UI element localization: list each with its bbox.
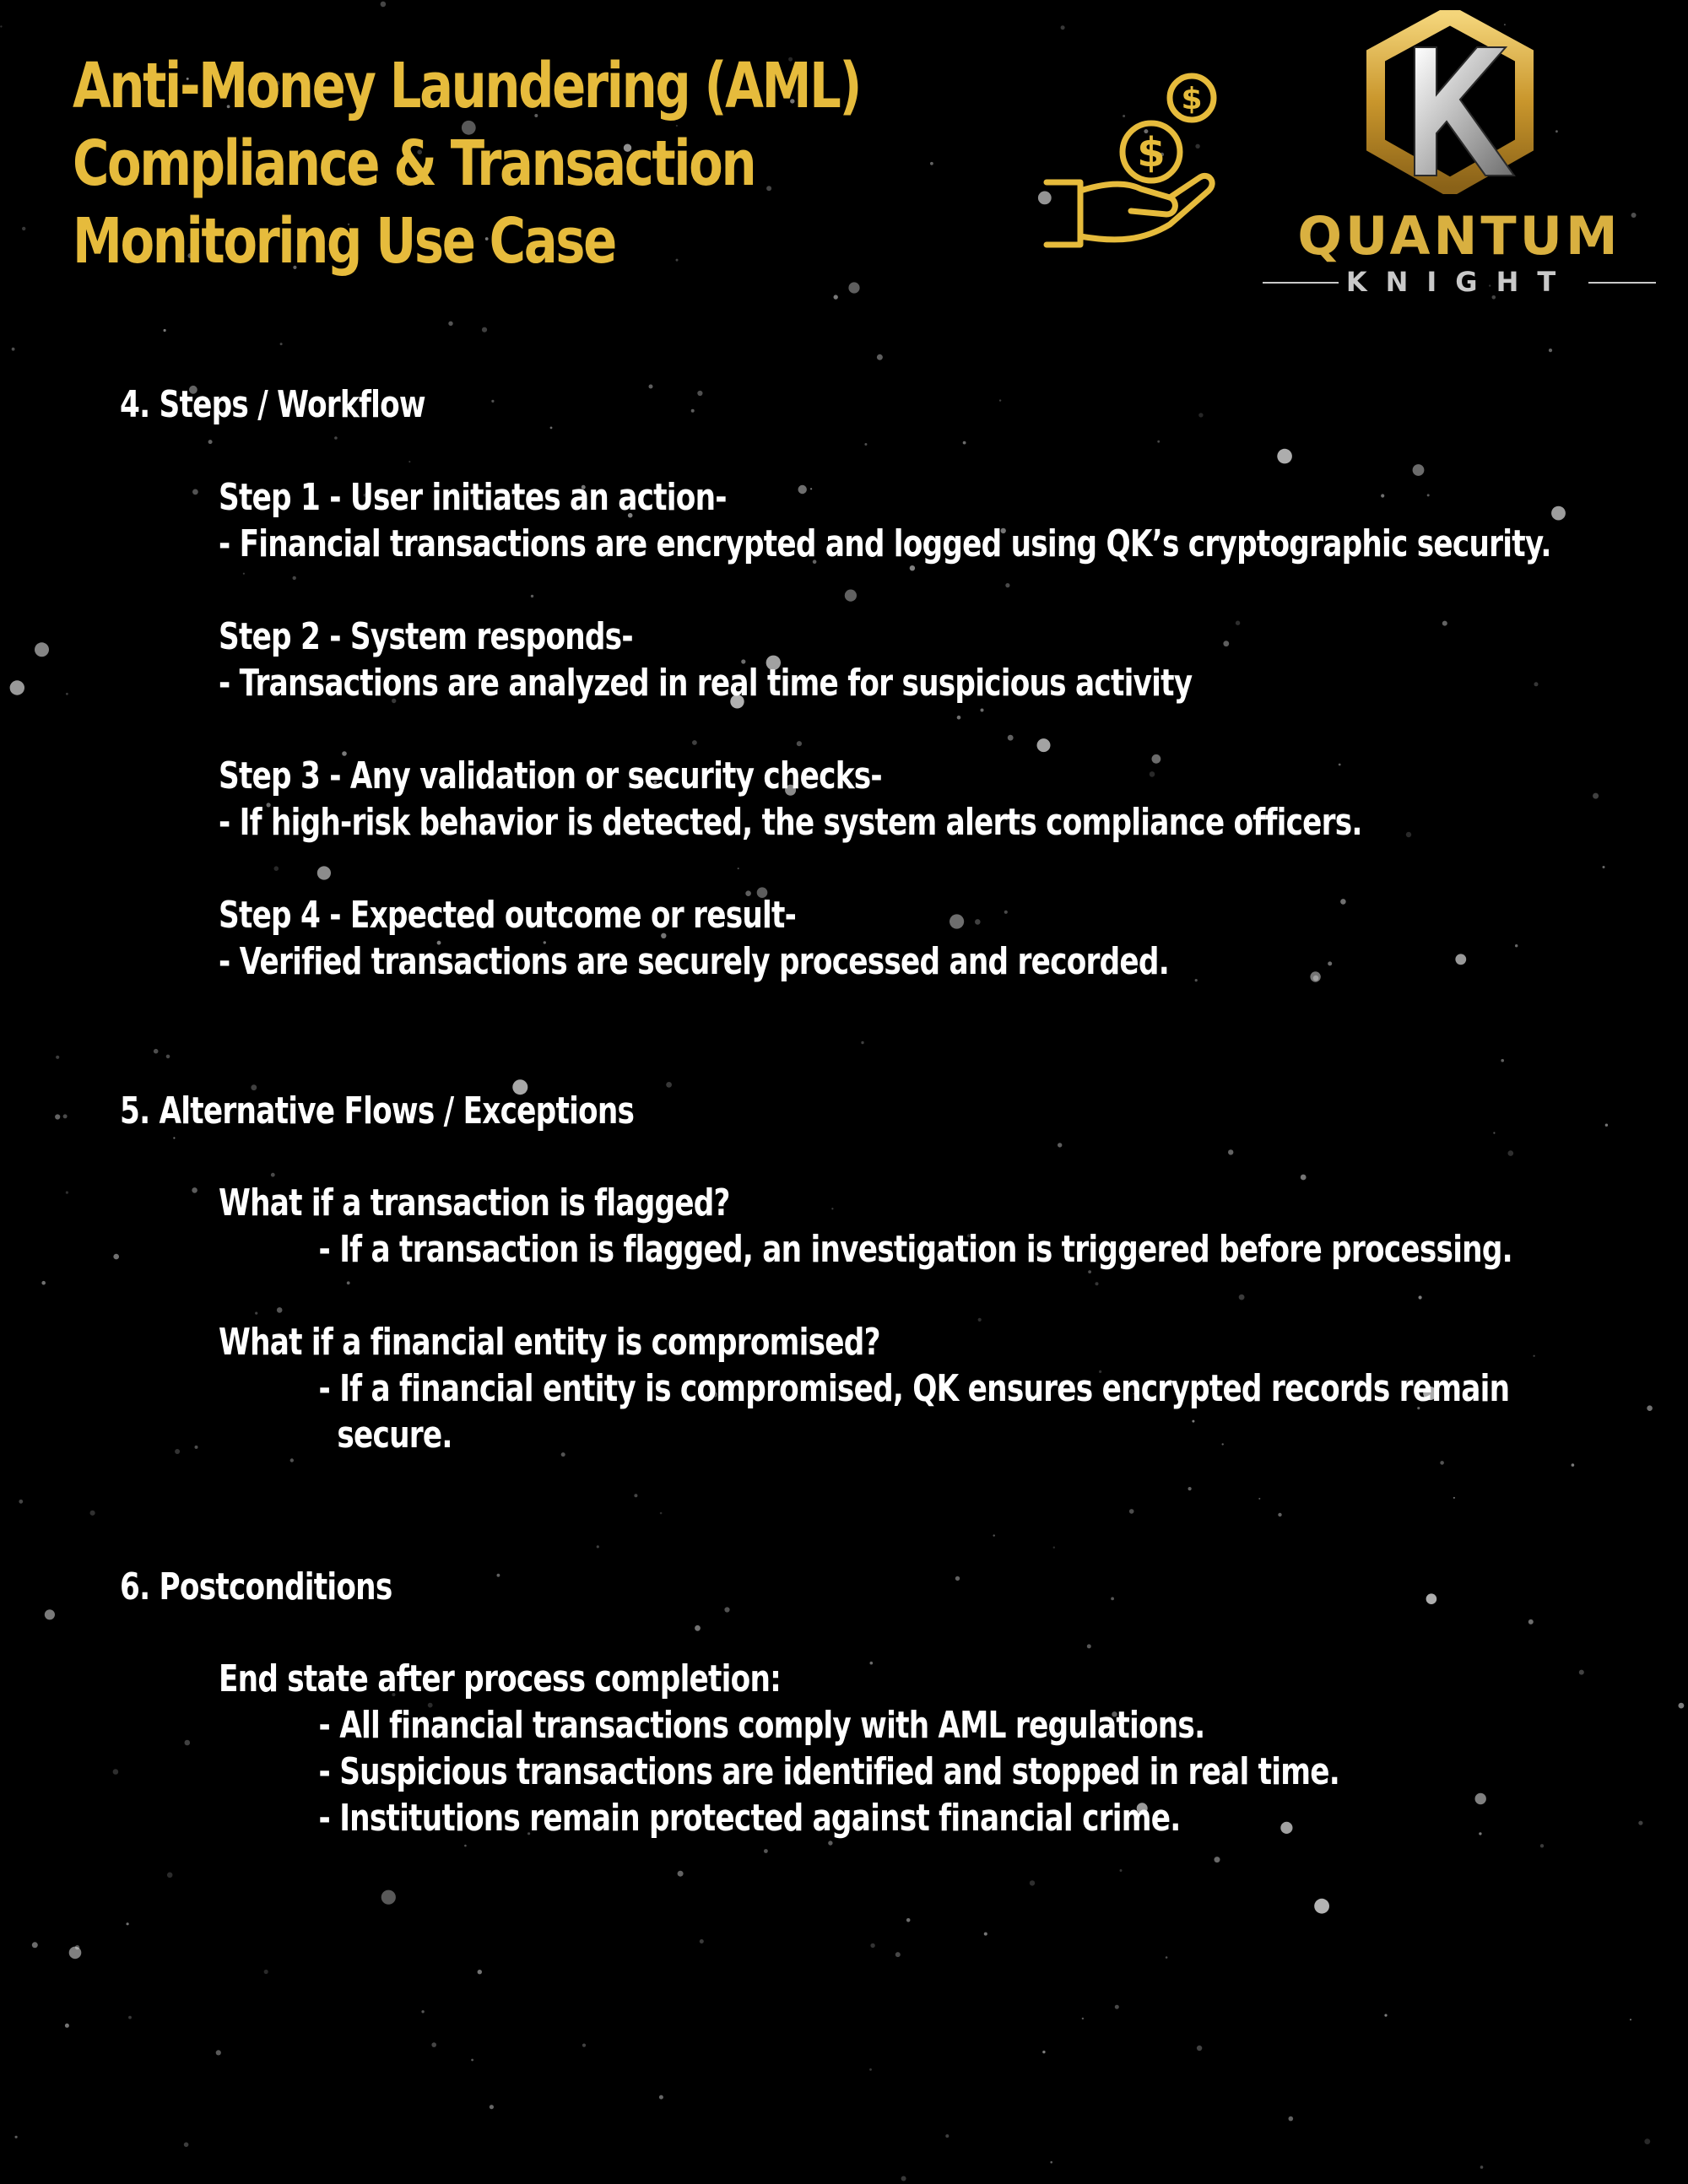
star-dot (1166, 1956, 1168, 1959)
star-dot (1195, 979, 1198, 981)
postconditions-label: End state after process completion: (219, 1657, 782, 1700)
star-dot (1426, 1593, 1437, 1604)
alt-flow-2-question: What if a financial entity is compromised? (219, 1321, 880, 1364)
star-dot (35, 642, 49, 657)
star-dot (895, 1952, 901, 1957)
star-dot (1037, 738, 1051, 752)
star-dot (175, 1449, 180, 1454)
star-dot (1150, 771, 1155, 777)
step-2-title: Step 2 - System responds- (219, 615, 633, 658)
star-dot (1381, 494, 1384, 497)
star-dot (185, 1740, 191, 1746)
star-dot (1528, 1619, 1534, 1624)
star-dot (1442, 621, 1447, 626)
star-dot (1579, 1670, 1584, 1675)
star-dot (1551, 506, 1566, 521)
star-dot (1197, 2046, 1202, 2051)
star-dot (166, 1055, 170, 1059)
star-dot (1278, 1513, 1281, 1516)
star-dot (1328, 961, 1332, 965)
step-2-detail: - Transactions are analyzed in real time for suspicious activity (219, 662, 1193, 705)
star-dot (56, 1056, 59, 1059)
star-dot (32, 1942, 38, 1948)
star-dot (828, 1841, 832, 1845)
star-dot (930, 162, 933, 165)
star-dot (65, 2024, 69, 2028)
star-dot (666, 1082, 672, 1088)
step-3-detail: - If high-risk behavior is detected, the system alerts compliance officers. (219, 801, 1362, 844)
star-dot (561, 1452, 565, 1457)
star-dot (1222, 1443, 1224, 1445)
star-dot (113, 1769, 119, 1775)
star-dot (993, 1534, 995, 1536)
star-dot (831, 1208, 833, 1209)
star-dot (1236, 621, 1240, 625)
star-dot (957, 716, 961, 720)
star-dot (15, 2136, 18, 2138)
star-dot (724, 1607, 729, 1612)
star-dot (1061, 25, 1065, 30)
star-dot (192, 489, 198, 495)
star-dot (274, 866, 279, 871)
star-dot (208, 440, 213, 444)
star-dot (66, 1192, 68, 1194)
section-heading-steps: 4. Steps / Workflow (120, 383, 425, 426)
star-dot (1192, 1420, 1194, 1423)
alt-flow-1-question: What if a transaction is flagged? (219, 1181, 730, 1224)
star-dot (1534, 1355, 1535, 1357)
star-dot (1630, 2019, 1631, 2020)
star-dot (195, 1446, 198, 1449)
star-dot (697, 391, 702, 396)
star-dot (869, 2068, 872, 2071)
star-dot (63, 1114, 68, 1118)
star-dot (482, 327, 487, 332)
star-dot (1572, 1463, 1575, 1467)
alt-flow-2-answer: - If a financial entity is compromised, QK ensures encrypted records remain (318, 1367, 1510, 1410)
postcondition-item: - Institutions remain protected against financial crime. (318, 1797, 1181, 1840)
section-heading-alternatives: 5. Alternative Flows / Exceptions (120, 1089, 635, 1133)
star-dot (764, 1849, 768, 1853)
title-line-1: Anti-Money Laundering (AML) (73, 50, 861, 122)
star-dot (981, 709, 984, 712)
star-dot (69, 1947, 82, 1960)
svg-text:$: $ (1181, 82, 1203, 116)
star-dot (660, 1512, 663, 1515)
star-dot (164, 329, 166, 332)
star-dot (478, 1970, 482, 1974)
star-dot (22, 227, 25, 230)
star-dot (634, 1494, 637, 1497)
star-dot (271, 1173, 275, 1177)
star-dot (421, 2010, 424, 2013)
step-1-title: Step 1 - User initiates an action- (219, 476, 727, 519)
star-dot (678, 1871, 684, 1877)
star-dot (1455, 954, 1466, 965)
star-dot (41, 1281, 46, 1285)
star-dot (173, 1137, 175, 1138)
step-1-detail: - Financial transactions are encrypted and logged using QK’s cryptographic security. (219, 522, 1551, 565)
star-dot (1501, 1059, 1504, 1062)
star-dot (798, 485, 807, 494)
alt-flow-1-answer: - If a transaction is flagged, an investigation is triggered before processing. (318, 1228, 1512, 1271)
star-dot (1289, 2116, 1294, 2122)
star-dot (45, 1609, 55, 1619)
section-heading-postconditions: 6. Postconditions (120, 1565, 392, 1608)
star-dot (1549, 349, 1552, 352)
star-dot (1340, 899, 1346, 905)
star-dot (810, 488, 812, 489)
star-dot (1508, 1150, 1514, 1156)
star-dot (347, 1281, 350, 1284)
star-dot (127, 1922, 129, 1925)
star-dot (1120, 1869, 1123, 1872)
star-dot (1679, 1703, 1685, 1709)
star-dot (381, 1890, 396, 1905)
star-dot (491, 400, 494, 403)
star-dot (906, 1918, 911, 1922)
star-dot (659, 2095, 663, 2100)
star-dot (975, 919, 981, 925)
logo-subtitle-text: KNIGHT (1345, 266, 1575, 298)
star-dot (1096, 1282, 1099, 1285)
star-dot (978, 1318, 982, 1322)
star-dot (597, 1545, 599, 1548)
star-dot (845, 590, 857, 602)
star-dot (864, 443, 867, 446)
star-dot (649, 385, 653, 389)
star-dot (695, 1625, 701, 1631)
star-dot (264, 1970, 268, 1974)
star-dot (1419, 1295, 1422, 1299)
star-dot (738, 868, 739, 869)
star-dot (1198, 413, 1203, 417)
star-dot (1008, 735, 1014, 741)
star-dot (1053, 1547, 1055, 1549)
title-line-3: Monitoring Use Case (73, 205, 615, 278)
star-dot (1453, 1497, 1455, 1499)
star-dot (334, 436, 338, 440)
star-dot (861, 1041, 863, 1044)
star-dot (293, 576, 296, 580)
star-dot (431, 2042, 436, 2047)
star-dot (317, 866, 331, 879)
star-dot (1215, 1857, 1220, 1862)
star-dot (1440, 1461, 1444, 1465)
step-4-detail: - Verified transactions are securely processed and recorded. (219, 940, 1169, 983)
star-dot (12, 348, 15, 351)
star-dot (1644, 2138, 1650, 2144)
star-dot (90, 1511, 95, 1516)
star-dot (1480, 2165, 1484, 2169)
star-dot (1413, 464, 1425, 476)
star-dot (1310, 971, 1320, 981)
star-dot (1339, 764, 1341, 766)
step-4-title: Step 4 - Expected outcome or result- (219, 894, 797, 937)
star-dot (167, 1873, 173, 1879)
star-dot (1004, 911, 1008, 914)
star-dot (1228, 1149, 1233, 1154)
star-dot (19, 1500, 23, 1504)
star-dot (490, 2105, 494, 2109)
star-dot (797, 741, 802, 746)
logo-subtitle (1258, 263, 1661, 297)
star-dot (848, 282, 859, 293)
postcondition-item: - All financial transactions comply with AML regulations. (318, 1704, 1205, 1747)
star-dot (963, 441, 966, 445)
star-dot (1258, 1498, 1260, 1500)
star-dot (1239, 1295, 1245, 1300)
star-dot (582, 2044, 586, 2047)
star-dot (66, 693, 68, 695)
star-dot (0, 25, 2, 27)
star-dot (1005, 583, 1009, 587)
star-dot (550, 427, 553, 430)
star-dot (1384, 2014, 1387, 2017)
star-dot (1314, 1899, 1329, 1914)
star-dot (700, 1939, 704, 1943)
star-dot (984, 1933, 987, 1936)
star-dot (497, 1574, 500, 1577)
star-dot (1129, 1509, 1134, 1514)
star-dot (1301, 1175, 1307, 1181)
star-dot (1152, 754, 1161, 764)
star-dot (877, 354, 883, 360)
star-dot (1593, 793, 1599, 799)
star-dot (1058, 1143, 1062, 1147)
star-dot (471, 2059, 473, 2062)
star-dot (381, 2, 387, 8)
star-dot (277, 1307, 283, 1313)
star-dot (1157, 441, 1160, 443)
quantum-knight-logo (1258, 10, 1661, 298)
star-dot (1087, 1644, 1091, 1648)
star-dot (1493, 1132, 1495, 1133)
hand-with-dollar-coins-icon (1043, 71, 1220, 251)
star-dot (1115, 2005, 1119, 2009)
star-dot (464, 1845, 467, 1847)
logo-subtitle-rule-right (1588, 282, 1656, 284)
star-dot (901, 2176, 906, 2181)
star-dot (408, 461, 410, 462)
alt-flow-2-answer-continued: secure. (337, 1414, 452, 1457)
star-dot (192, 1187, 197, 1193)
star-dot (448, 322, 452, 326)
star-dot (1406, 832, 1411, 837)
star-dot (1540, 1844, 1544, 1847)
star-dot (531, 595, 533, 597)
page-title (73, 47, 861, 280)
star-dot (128, 2016, 132, 2019)
star-dot (1042, 2051, 1045, 2053)
star-dot (1603, 866, 1605, 868)
star-dot (999, 399, 1001, 401)
star-dot (870, 1943, 874, 1948)
star-dot (1188, 1487, 1192, 1490)
star-dot (945, 2134, 949, 2138)
postcondition-item: - Suspicious transactions are identified and stopped in real time. (318, 1750, 1340, 1793)
star-dot (1638, 1821, 1642, 1825)
star-dot (113, 1254, 119, 1260)
star-dot (216, 2050, 221, 2055)
logo-wordmark: QUANTUM (1297, 205, 1621, 267)
star-dot (1427, 494, 1430, 496)
star-dot (950, 914, 964, 928)
star-dot (1223, 641, 1229, 646)
star-dot (1050, 2161, 1052, 2164)
star-dot (692, 740, 697, 745)
step-3-title: Step 3 - Any validation or security checks- (219, 754, 882, 797)
star-dot (290, 1458, 294, 1462)
star-dot (870, 1662, 874, 1665)
star-dot (154, 1049, 159, 1054)
star-dot (55, 1114, 60, 1119)
star-dot (243, 573, 245, 575)
star-dot (255, 1312, 257, 1315)
star-dot (1479, 1832, 1481, 1835)
logo-subtitle-rule-left (1263, 282, 1339, 284)
star-dot (1515, 944, 1518, 947)
quantum-knight-k-emblem-icon (1366, 10, 1534, 194)
title-line-2: Compliance & Transaction (73, 127, 755, 200)
star-dot (834, 295, 838, 299)
svg-text:$: $ (1137, 129, 1166, 176)
star-dot (184, 2143, 189, 2148)
star-dot (280, 343, 283, 345)
star-dot (1277, 449, 1292, 464)
star-dot (955, 1576, 960, 1581)
star-dot (1534, 682, 1539, 686)
star-dot (1082, 2018, 1084, 2019)
star-dot (1605, 1124, 1608, 1127)
star-dot (691, 409, 695, 413)
star-dot (1280, 1822, 1292, 1834)
star-dot (1475, 1793, 1486, 1804)
star-dot (1030, 1880, 1035, 1885)
star-dot (10, 680, 24, 695)
star-dot (1647, 1405, 1653, 1411)
star-dot (1111, 1597, 1114, 1601)
